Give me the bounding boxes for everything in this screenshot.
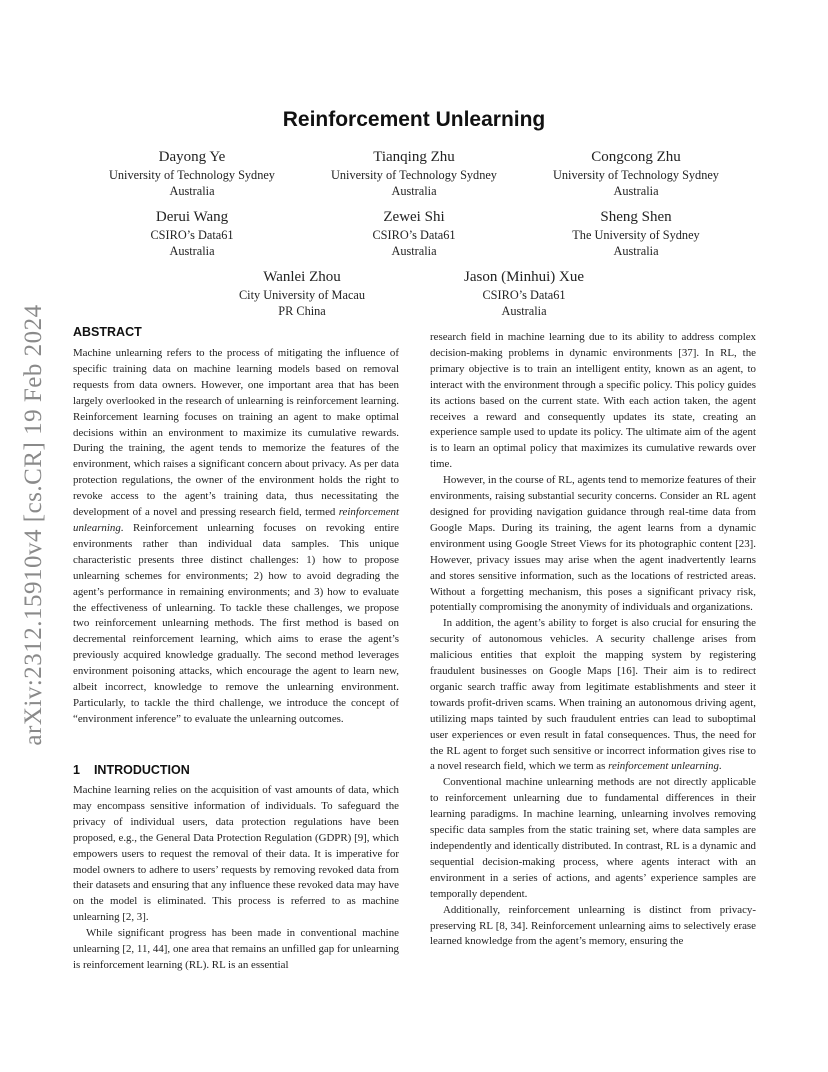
author-name: Derui Wang (155, 209, 229, 225)
author-block (92, 208, 292, 259)
intro-paragraph-privacy: However, in the course of RL, agents tend to memorize features of their environments, raising substantial security concerns. Consider an RL agent designed for providing navigation guidance through real-time data from Google Maps. During its training, the agent learns from a dynamic environment using Google Street Views for its photographic content [23]. However, privacy issues may arise when the agent inadvertently learns and stores sensitive information, such as the locations of restricted areas. Without a forgetting mechanism, this poses a significant privacy risk, potentially compromising the anonymity of individuals and organizations. (430, 474, 756, 614)
author-country: Australia (391, 244, 437, 258)
author-name: Wanlei Zhou (263, 269, 341, 285)
abstract-heading: ABSTRACT (73, 325, 142, 339)
introduction-body-left (73, 783, 399, 974)
author-block (536, 208, 736, 259)
intro-paragraph-distinct: Additionally, reinforcement unlearning is distinct from privacy-preserving RL [8, 34]. Reinforcement unlearning aims to selectively erase learned knowledge from the agent’s memory, ensuring the (430, 903, 756, 948)
author-block (314, 148, 514, 199)
arxiv-side-stamp: arXiv:2312.15910v4 [cs.CR] 19 Feb 2024 (20, 304, 47, 746)
intro-paragraph-1: Machine learning relies on the acquisition of vast amounts of data, which may encompass sensitive information of individuals. To safeguard the privacy of individual users, data protection regulations have been proposed, e.g., the General Data Protection Regulation (GDPR) [9], which empowers users to request the removal of their data. It is imperative for model owners to adhere to users’ requests by removing revoked data from their datasets and ensuring that any influence these revoked data may have on the model is eliminated. This process is referred to as machine unlearning [2, 3]. (73, 784, 399, 924)
author-block (92, 148, 292, 199)
abstract-paragraph: Machine unlearning refers to the process of mitigating the influence of specific training data on machine learning models based on removal requests from data owners. However, one important area that has been largely overlooked in the research of unlearning is reinforcement learning. Reinforcement learning focuses on training an agent to make optimal decisions within an environment to maximize its cumulative rewards. During the training, the agent tends to memorize the features of the environment, which raises a significant concern about privacy. As per data protection regulations, the owner of the environment holds the right to revoke access to the agent’s training data, thus necessitating the development of a novel and pressing research field, termed reinforcement unlearning. Reinforcement unlearning focuses on revoking entire environments rather than individual data samples. This unique characteristic presents three distinct challenges: 1) how to propose unlearning schemes for environments; 2) how to avoid degrading the agent’s performance in remaining environments; and 3) how to evaluate the effectiveness of unlearning. To tackle these challenges, we propose two reinforcement unlearning methods. The first method is based on decremental reinforcement learning, which aims to erase the agent’s previously acquired knowledge gradually. The second method leverages environment poisoning attacks, which encourage the agent to learn new, albeit incorrect, knowledge to remove the unlearning environment. Particularly, to tackle the third challenge, we introduce the concept of “environment inference” to evaluate the unlearning outcomes. (73, 347, 399, 725)
section-number: 1 (73, 763, 80, 777)
author-name: Sheng Shen (600, 209, 672, 225)
author-affiliation: City University of Macau (238, 288, 366, 302)
author-block (424, 268, 624, 319)
author-affiliation: University of Technology Sydney (553, 168, 719, 182)
author-affiliation: University of Technology Sydney (109, 168, 275, 182)
paper-title: Reinforcement Unlearning (282, 108, 546, 131)
author-country: Australia (391, 184, 437, 198)
author-block (314, 208, 514, 259)
intro-paragraph-continued: research field in machine learning due to its ability to address complex decision-making problems in dynamic environments [37]. In RL, the primary objective is to train an intelligent entity, known as an agent, to interact with the environment through a specific policy. This policy guides its actions based on the current state. With each action taken, the agent receives a reward and consequently updates its state, creating an experience sample used to update its policy. The ultimate aim of the agent is to learn an optimal policy that maximizes its cumulative rewards over time. (430, 331, 756, 471)
introduction-body-right (430, 330, 756, 950)
author-name: Dayong Ye (158, 149, 226, 165)
abstract-emphasis: reinforcement unlearning (73, 506, 399, 534)
author-country: PR China (278, 304, 326, 318)
intro-paragraph-security: In addition, the agent’s ability to forget is also crucial for ensuring the security of autonomous vehicles. A security challenge arises from malicious entities that exploit the mapping system by registering fraudulent businesses on Google Maps [16]. Their aim is to redirect organic search traffic away from legitimate establishments and steer it towards profit-driven scams. When training an autonomous driving agent, utilizing maps tainted by such fraudulent entries can lead to suboptimal user experiences or even result in fatal consequences. Thus, the need for the RL agent to forget such sensitive or incorrect information gives rise to a novel research field, which we term as reinforcement unlearning. (430, 617, 756, 773)
author-affiliation: CSIRO’s Data61 (482, 288, 566, 302)
abstract-body (73, 346, 399, 728)
author-country: Australia (169, 184, 215, 198)
author-country: Australia (501, 304, 547, 318)
author-block (202, 268, 402, 319)
author-name: Congcong Zhu (591, 149, 681, 165)
intro-paragraph-conventional: Conventional machine unlearning methods are not directly applicable to reinforcement unlearning due to fundamental differences in their learning paradigms. In machine learning, unlearning involves removing specific data samples from the static training set, where data samples are independently and identically distributed. In contrast, RL is a dynamic and sequential decision-making process, where agents interact with an environment in a series of actions, and agents’ experience samples are temporally dependent. (430, 776, 756, 900)
author-block (536, 148, 736, 199)
author-affiliation: CSIRO’s Data61 (372, 228, 456, 242)
introduction-heading (73, 763, 190, 777)
author-name: Zewei Shi (383, 209, 445, 225)
author-country: Australia (613, 184, 659, 198)
author-affiliation: University of Technology Sydney (331, 168, 497, 182)
author-country: Australia (169, 244, 215, 258)
section-title: INTRODUCTION (93, 763, 190, 777)
author-country: Australia (613, 244, 659, 258)
author-name: Jason (Minhui) Xue (464, 269, 584, 285)
author-name: Tianqing Zhu (373, 149, 455, 165)
author-affiliation: The University of Sydney (572, 228, 700, 242)
intro-emphasis: reinforcement unlearning (608, 760, 719, 773)
author-affiliation: CSIRO’s Data61 (150, 228, 234, 242)
intro-paragraph-2: While significant progress has been made in conventional machine unlearning [2, 11, 44], one area that remains an unfilled gap for unlearning is reinforcement learning (RL). RL is an essential (73, 927, 399, 971)
